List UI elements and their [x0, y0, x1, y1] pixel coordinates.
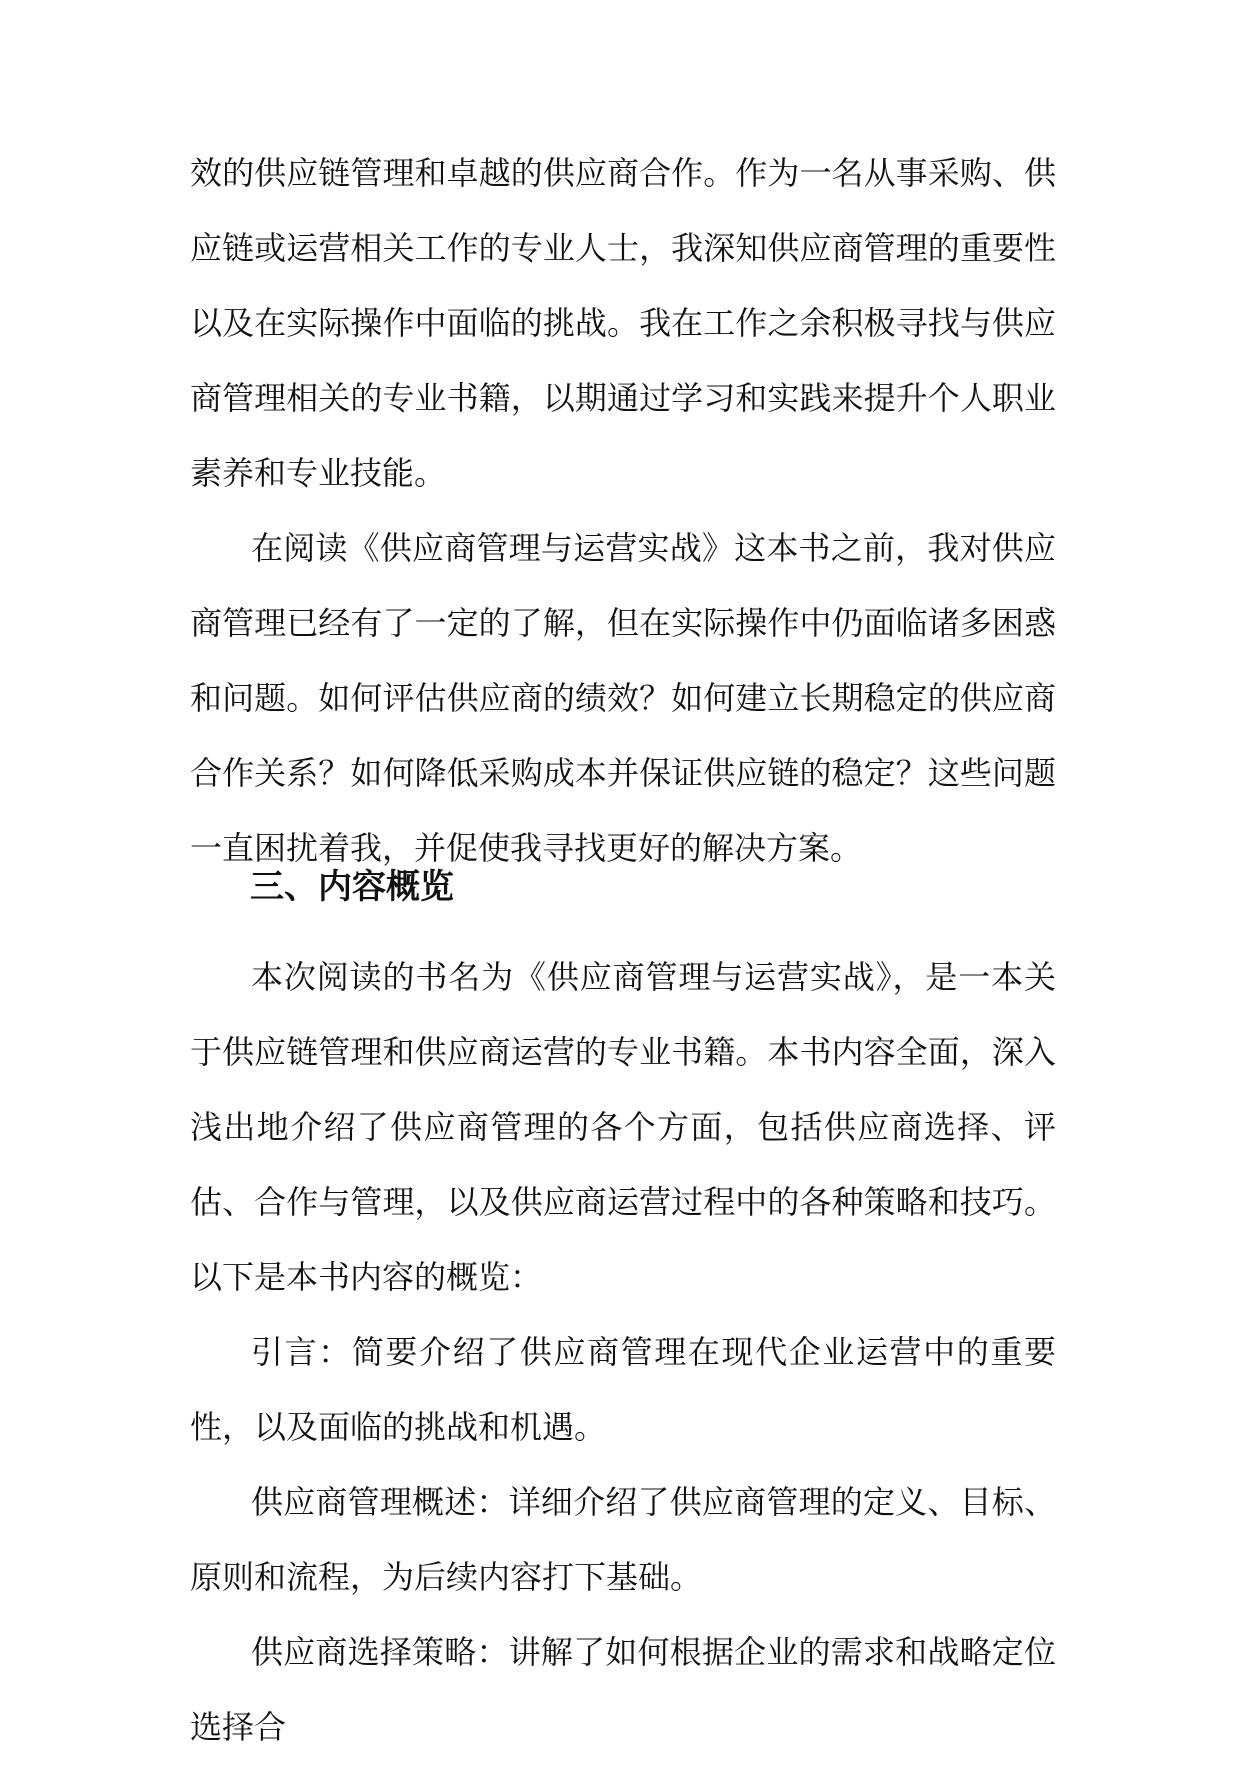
paragraph-introduction: 引言：简要介绍了供应商管理在现代企业运营中的重要性，以及面临的挑战和机遇。 [190, 1333, 1056, 1446]
body-text-bottom [190, 940, 1056, 1765]
body-text-top [190, 136, 1056, 886]
paragraph-continuation: 效的供应链管理和卓越的供应商合作。作为一名从事采购、供应链或运营相关工作的专业人士，我深知供应商管理的重要性以及在实际操作中面临的挑战。我在工作之余积极寻找与供应商管理相关的专业书籍，以期通过学习和实践来提升个人职业素养和专业技能。 [190, 154, 1056, 492]
paragraph-supplier-selection-strategy: 供应商选择策略：讲解了如何根据企业的需求和战略定位选择合 [190, 1633, 1056, 1746]
paragraph-background: 在阅读《供应商管理与运营实战》这本书之前，我对供应商管理已经有了一定的了解，但在实际操作中仍面临诸多困惑和问题。如何评估供应商的绩效？如何建立长期稳定的供应商合作关系？如何降低采购成本并保证供应链的稳定？这些问题一直困扰着我，并促使我寻找更好的解决方案。 [190, 529, 1056, 867]
section-heading: 三、内容概览 [250, 867, 454, 907]
paragraph-supplier-management-overview: 供应商管理概述：详细介绍了供应商管理的定义、目标、原则和流程，为后续内容打下基础。 [190, 1483, 1056, 1596]
paragraph-overview: 本次阅读的书名为《供应商管理与运营实战》，是一本关于供应链管理和供应商运营的专业书籍。本书内容全面，深入浅出地介绍了供应商管理的各个方面，包括供应商选择、评估、合作与管理，以及供应商运营过程中的各种策略和技巧。以下是本书内容的概览： [190, 958, 1056, 1296]
